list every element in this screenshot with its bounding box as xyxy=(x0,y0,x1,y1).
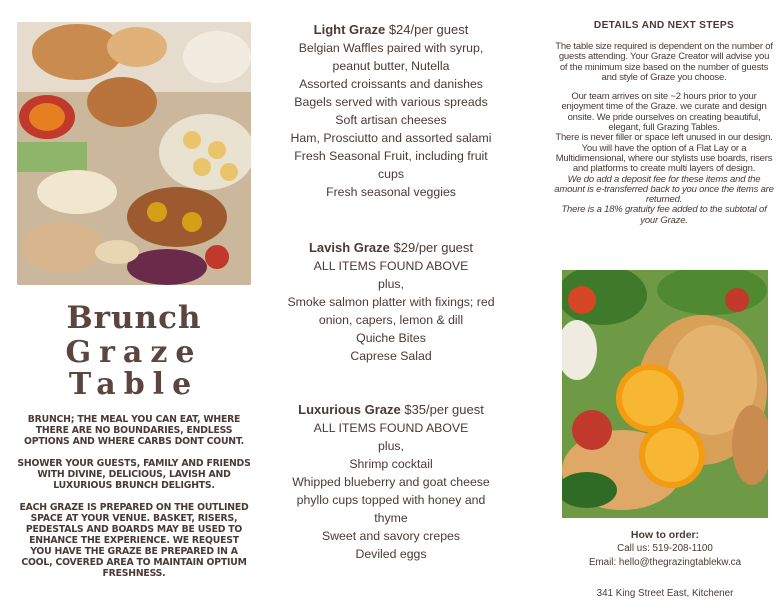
package-item: Ham, Prosciutto and assorted salami xyxy=(290,131,492,145)
details-paragraph-2: Our team arrives on site ~2 hours prior to your enjoyment time of the Graze. we curate and design onsite. We pride ourselves on creating beautiful, elegant, full Grazing Tables. xyxy=(561,91,767,134)
order-phone[interactable]: Call us: 519-208-1100 xyxy=(617,543,713,554)
croissant-fruit-photo xyxy=(562,270,768,518)
package-heading xyxy=(265,238,517,257)
package-heading xyxy=(265,20,517,39)
package-light xyxy=(265,20,517,201)
details-paragraph-3: There is never filler or space left unused in our design. You will have the option of a Flat Lay or a Multidimensional, where our stylists use boards, risers and platforms to create multi layers of design. xyxy=(555,132,773,175)
order-address: 341 King Street East, Kitchener xyxy=(596,588,734,599)
package-item: Deviled eggs xyxy=(355,547,427,561)
brunch-spread-photo xyxy=(17,22,251,285)
package-item: Quiche Bites xyxy=(356,331,426,345)
package-item: Bagels served with various spreads xyxy=(294,95,488,109)
package-item: Caprese Salad xyxy=(350,349,432,363)
left-column xyxy=(17,22,251,579)
brunch-spread-image xyxy=(17,22,251,285)
package-item: Smoke salmon platter with fixings; red xyxy=(287,295,495,309)
details-paragraph-5 xyxy=(554,205,774,226)
package-name: Light Graze xyxy=(313,22,386,37)
package-item: Whipped blueberry and goat cheese xyxy=(292,475,490,489)
package-price: $35/per guest xyxy=(404,402,484,417)
order-title: How to order: xyxy=(630,529,700,541)
details-paragraph-1: The table size required is dependent on the number of guests attending. Your Graze Creator will advise you of the minimum size based on the number of guests and style of Graze you choose. xyxy=(555,41,773,83)
package-luxurious xyxy=(265,400,517,563)
gratuity-note: There is a 18% gratuity fee added to the subtotal of your Graze. xyxy=(561,204,767,226)
brand-title xyxy=(17,302,251,401)
package-item: peanut butter, Nutella xyxy=(332,59,450,73)
package-item: thyme xyxy=(374,511,408,525)
package-item: onion, capers, lemon & dill xyxy=(318,313,464,327)
package-item: Fresh seasonal veggies xyxy=(326,185,456,199)
package-item: cups xyxy=(378,167,404,181)
order-section xyxy=(562,528,768,601)
package-name: Luxurious Graze xyxy=(298,402,401,417)
intro-paragraph-3: EACH GRAZE IS PREPARED ON THE OUTLINED SPACE AT YOUR VENUE. BASKET, RISERS, PEDESTALS AND BOARDS MAY BE USED TO ENHANCE THE EXPERIENCE. WE REQUEST YOU HAVE THE GRAZE BE PREPARED IN A COOL, COVERED AREA TO MAINTAIN OPTIUM FRESHNESS. xyxy=(19,502,249,579)
package-item: plus, xyxy=(378,439,404,453)
package-price: $24/per guest xyxy=(388,22,469,37)
details-title: DETAILS AND NEXT STEPS xyxy=(593,20,735,31)
package-item: ALL ITEMS FOUND ABOVE xyxy=(313,421,469,435)
package-item: Assorted croissants and danishes xyxy=(299,77,483,91)
package-item: Sweet and savory crepes xyxy=(321,529,461,543)
package-item: Belgian Waffles paired with syrup, xyxy=(298,41,484,55)
order-email[interactable]: Email: hello@thegrazingtablekw.ca xyxy=(588,557,742,568)
intro-paragraph-2: SHOWER YOUR GUESTS, FAMILY AND FRIENDS WITH DIVINE, DELICIOUS, LAVISH AND LUXURIOUS BRUNCH DELIGHTS. xyxy=(17,458,251,491)
deposit-note: We do add a deposit fee for these items and the amount is e-transferred back to you once the items are returned. xyxy=(554,173,774,206)
package-item: Fresh Seasonal Fruit, including fruit xyxy=(294,149,488,163)
intro-paragraph-1: BRUNCH; THE MEAL YOU CAN EAT, WHERE THERE ARE NO BOUNDARIES, ENDLESS OPTIONS AND WHERE CARBS DONT COUNT. xyxy=(24,414,244,447)
details-paragraph-4 xyxy=(554,175,774,206)
package-item: Soft artisan cheeses xyxy=(335,113,447,127)
title-line-2: Graze Table xyxy=(65,335,203,402)
package-item: ALL ITEMS FOUND ABOVE xyxy=(313,259,469,273)
package-lavish xyxy=(265,238,517,365)
croissant-fruit-image xyxy=(562,270,768,518)
package-price: $29/per guest xyxy=(393,240,474,255)
details-column xyxy=(554,20,774,226)
package-item: phyllo cups topped with honey and xyxy=(296,493,486,507)
packages-column xyxy=(265,20,517,563)
package-item: plus, xyxy=(378,277,404,291)
package-heading xyxy=(265,400,517,419)
package-name: Lavish Graze xyxy=(308,240,390,255)
package-item: Shrimp cocktail xyxy=(349,457,433,471)
title-line-1: Brunch xyxy=(66,300,202,336)
